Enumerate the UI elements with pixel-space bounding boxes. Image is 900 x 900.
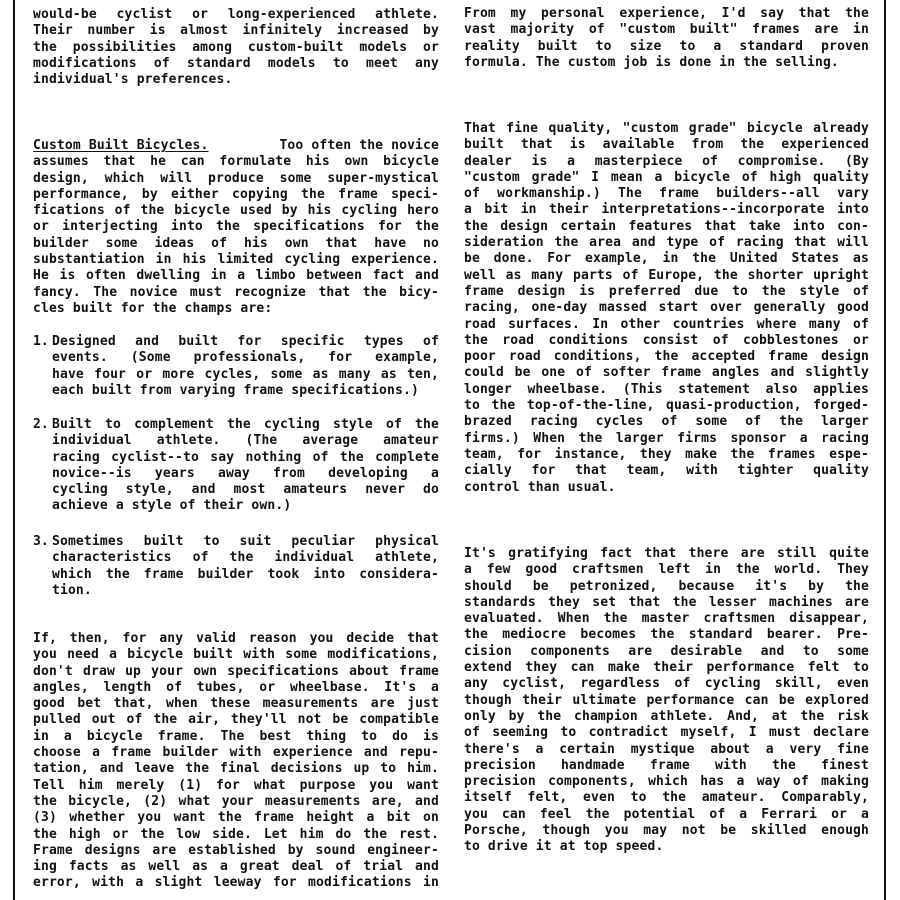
text-line: or interjecting into the specifications for the (33, 219, 439, 235)
text-line: Tell him merely (1) for what purpose you want (33, 777, 439, 793)
text-line: cially for that team, with tighter quality (464, 463, 869, 479)
text-line: racing, one-day massed start over generally good (464, 300, 869, 316)
text-line: road surfaces. In other countries where many of (464, 316, 869, 332)
text-line: itself felt, even to the amateur. Comparably, (464, 790, 869, 806)
text-line: extend they can make their performance felt to (464, 660, 869, 676)
text-line: precision handmade frame with the finest (464, 757, 869, 773)
text-line: firms.) When the larger firms sponsor a racing (464, 430, 869, 446)
quality-paragraph (464, 121, 869, 496)
text-line: frame design is preferred due to the style of (464, 283, 869, 299)
text-line: achieve a style of their own.) (52, 498, 292, 514)
text-line: design, which will produce some super-mystical (33, 170, 439, 186)
text-line: which the frame builder took into considera- (52, 566, 439, 582)
text-line: individual's preferences. (33, 72, 233, 88)
text-line: the possibilities among custom-built models or (33, 39, 439, 55)
text-line: any cyclist, regardless of cycling skill, even (464, 676, 869, 692)
text-line: good bet that, when these measurements are just (33, 696, 439, 712)
text-line: cycling style, and most amateurs never do (52, 482, 439, 498)
text-line: precision components, which has a way of making (464, 774, 869, 790)
text-line: there's a certain mystique about a very fine (464, 741, 869, 757)
text-line: brazed racing cycles of some of the larger (464, 414, 869, 430)
text-line: performance, by either copying the frame speci- (33, 186, 439, 202)
text-line: choose a frame builder with experience and repu- (33, 745, 439, 761)
text-line: ing facts as well as a great deal of trial and (33, 859, 439, 875)
text-line: to the top-of-the-line, quasi-production, forged- (464, 398, 869, 414)
text-line: If, then, for any valid reason you decide that (33, 631, 439, 646)
text-line: assumes that he can formulate his own bicycle (33, 154, 439, 170)
text-line: error, with a slight leeway for modifications in (33, 875, 439, 891)
text-line: He is often dwelling in a limbo between fact and (33, 268, 439, 284)
text-line: a few good craftsmen left in the world. They (464, 562, 869, 578)
text-line: to drive it at top speed. (464, 839, 664, 855)
text-line: novice--is years away from developing a (52, 465, 439, 481)
list-number: 3. (33, 534, 49, 549)
text-line: characteristics of the individual athlete, (52, 550, 439, 566)
text-line: the road conditions consist of cobblestones or (464, 332, 869, 348)
text-line: That fine quality, "custom grade" bicycle already (464, 121, 869, 136)
intro-paragraph (33, 7, 439, 88)
text-line: have four or more cycles, some as many as ten, (52, 366, 439, 382)
text-line: Porsche, though you may not be skilled enough (464, 823, 869, 839)
page-border-right (884, 0, 886, 900)
text-line: formula. The custom job is done in the selling. (464, 54, 839, 70)
advice-paragraph (33, 631, 439, 892)
text-line: substantiation in his limited cycling experience. (33, 252, 439, 268)
text-line: racing cyclist--to say nothing of the complete (52, 449, 439, 465)
text-line: should be petronized, because it's by the (464, 578, 869, 594)
text-line: each built from varying frame specifications.) (52, 382, 419, 398)
text-line: modifications of standard models to meet any (33, 55, 439, 71)
text-line: of seeming to contradict myself, I must declare (464, 725, 869, 741)
text-line: the mediocre becomes the standard bearer. Pre- (464, 627, 869, 643)
text-line: built that is available from the experienced (464, 137, 869, 153)
text-line: pulled out of the air, they'll not be compatible (33, 712, 439, 728)
text-line: only by the champion athlete. And, at the risk (464, 708, 869, 724)
text-line: team, for instance, they make the frames espe- (464, 446, 869, 462)
text-line: of workmanship.) The frame builders--all vary (464, 186, 869, 202)
text-line: could be one of softer frame angles and slightly (464, 365, 869, 381)
list-number: 1. (33, 334, 49, 349)
text-line: would-be cyclist or long-experienced athlete. (33, 7, 439, 22)
section-heading: Custom Built Bicycles. (33, 138, 209, 153)
text-fragment: Too often the novice (279, 138, 439, 153)
text-line: individual athlete. (The average amateur (52, 433, 439, 449)
text-line: the design certain features that take into con- (464, 218, 869, 234)
text-line: tation, and leave the final decisions up to him. (33, 761, 439, 777)
text-line (33, 138, 439, 154)
text-line: the bicycle, (2) what your measurements are, and (33, 793, 439, 809)
text-line: (3) whether you want the frame height a bit on (33, 810, 439, 826)
text-line: control than usual. (464, 479, 616, 495)
text-line: well as many parts of Europe, the shorter upright (464, 267, 869, 283)
text-line: "custom grade" I mean a bicycle of high quality (464, 169, 869, 185)
text-line: From my personal experience, I'd say that the (464, 6, 869, 21)
text-line: a bit in their interpretations--incorporate into (464, 202, 869, 218)
text-line: cles built for the champs are: (33, 300, 273, 316)
text-line: Their number is almost infinitely increased by (33, 23, 439, 39)
custom-built-paragraph (33, 138, 439, 317)
page-border-left (13, 0, 15, 900)
text-line: Frame designs are established by sound engineer- (33, 842, 439, 858)
text-line: fications of the bicycle used by his cycling hero (33, 203, 439, 219)
text-line: Designed and built for specific types of (52, 334, 439, 349)
text-line: dealer is a masterpiece of compromise. (By (464, 153, 869, 169)
text-line: evaluated. When the master craftsmen disappear, (464, 611, 869, 627)
craftsmen-paragraph (464, 546, 869, 856)
text-line: don't draw up your own specifications about frame (33, 663, 439, 679)
text-line: builder some ideas of his own that have no (33, 235, 439, 251)
text-line: vast majority of "custom built" frames are in (464, 22, 869, 38)
list-number: 2. (33, 417, 49, 432)
text-line: though their ultimate performance can be explored (464, 692, 869, 708)
text-line: you need a bicycle built with some modifications, (33, 647, 439, 663)
text-line: events. (Some professionals, for example, (52, 350, 439, 366)
text-line: fancy. The novice must recognize that the bicy- (33, 284, 439, 300)
text-line: in a bicycle frame. The best thing to do is (33, 728, 439, 744)
text-line: Sometimes built to suit peculiar physical (52, 534, 439, 549)
text-line: the high or the low side. Let him do the rest. (33, 826, 439, 842)
text-line: poor road conditions, the accepted frame design (464, 349, 869, 365)
text-line: It's gratifying fact that there are still quite (464, 546, 869, 561)
text-line: sideration the area and type of racing that will (464, 235, 869, 251)
text-line: you can feel the potential of a Ferrari or a (464, 806, 869, 822)
text-line: angles, length of tubes, or wheelbase. It's a (33, 679, 439, 695)
text-line: cision components are desirable and to some (464, 643, 869, 659)
text-line: tion. (52, 582, 92, 598)
text-line: standards they set that the lesser machines are (464, 594, 869, 610)
text-line: longer wheelbase. (This statement also applies (464, 381, 869, 397)
text-line: reality built to size to a standard proven (464, 38, 869, 54)
text-line: Built to complement the cycling style of the (52, 417, 439, 432)
text-line: be done. For example, in the United States as (464, 251, 869, 267)
experience-paragraph (464, 6, 869, 71)
